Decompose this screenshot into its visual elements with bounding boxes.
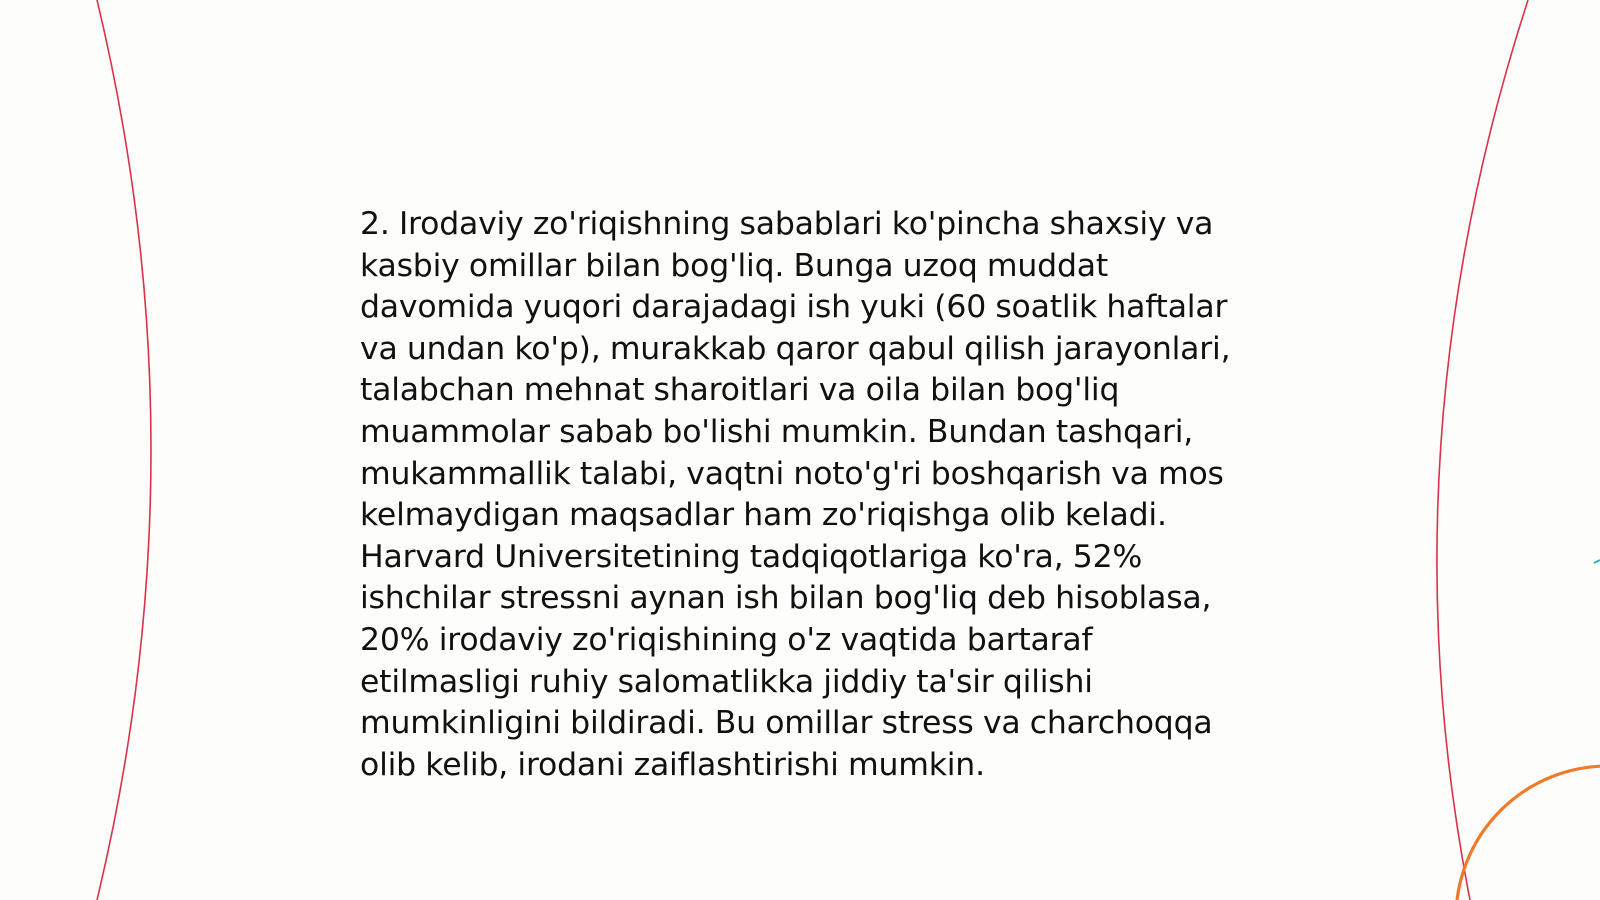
left-red-arc [97, 0, 151, 900]
slide-body-paragraph: 2. Irodaviy zo'riqishning sabablari ko'pincha shaxsiy va kasbiy omillar bilan bog'liq. Bunga uzoq muddat davomida yuqori darajadagi ish yuki (60 soatlik haftalar va undan ko'p), murakkab qaror qabul qilish jarayonlari, talabchan mehnat sharoitlari va oila bilan bog'liq muammolar sabab bo'lishi mumkin. Bundan tashqari, mukammallik talabi, vaqtni noto'g'ri boshqarish va mos kelmaydigan maqsadlar ham zo'riqishga olib keladi. Harvard Universitetining tadqiqotlariga ko'ra, 52% ishchilar stressni aynan ish bilan bog'liq deb hisoblasa, 20% irodaviy zo'riqishining o'z vaqtida bartaraf etilmasligi ruhiy salomatlikka jiddiy ta'sir qilishi mumkinligini bildiradi. Bu omillar stress va charchoqqa olib kelib, irodani zaiflashtirishi mumkin. [360, 206, 1231, 783]
orange-circle-arc [1456, 766, 1600, 900]
teal-tick-mark [1594, 560, 1600, 563]
right-red-arc [1437, 0, 1528, 900]
